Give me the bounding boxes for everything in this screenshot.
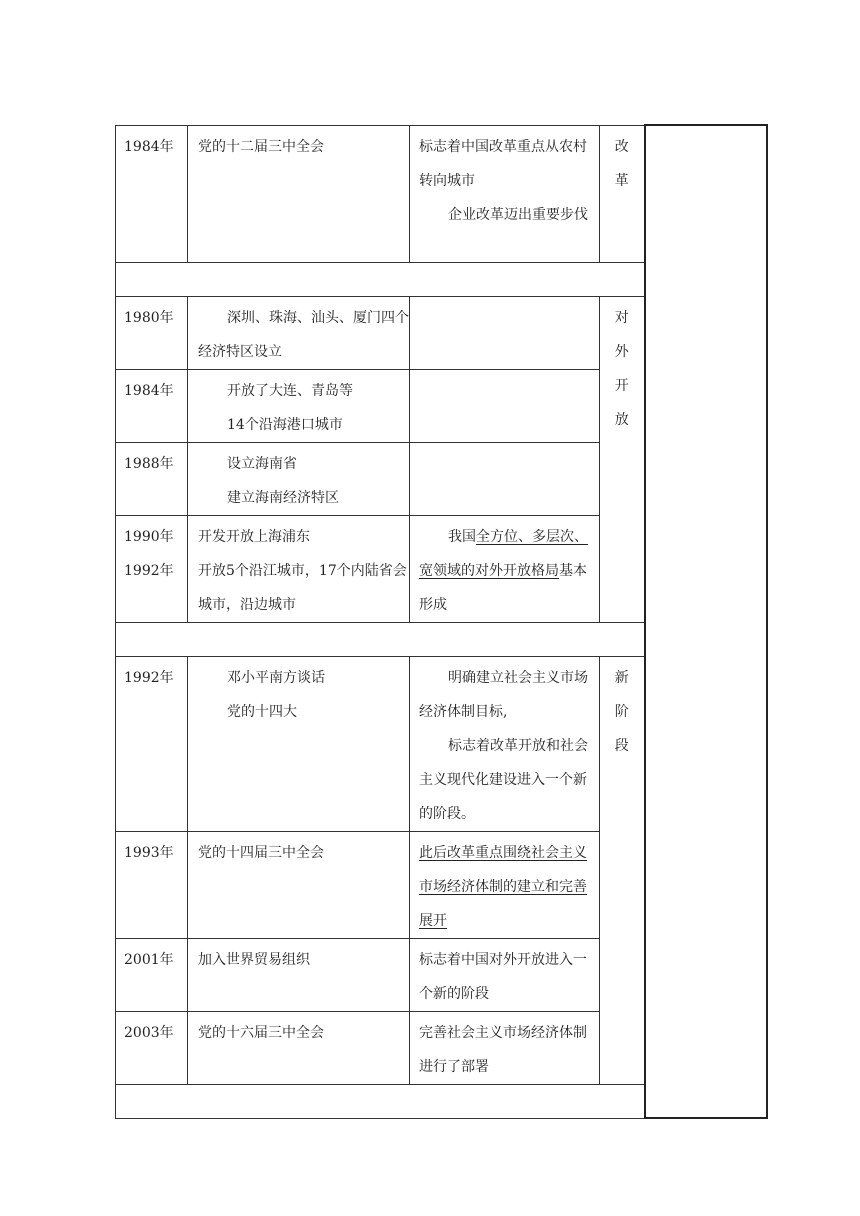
significance-cell <box>410 369 600 442</box>
significance-text: 企业改革迈出重要步伐 <box>448 206 588 223</box>
year-text: 1992年 <box>124 562 174 579</box>
significance-cell <box>410 296 600 369</box>
event-text: 加入世界贸易组织 <box>198 951 310 968</box>
tag-char: 外 <box>614 343 629 360</box>
significance-underlined: 全方位、多层次、宽领域的对外开放格局 <box>419 528 588 579</box>
event-text: 党的十六届三中全会 <box>198 1024 324 1041</box>
event-cell <box>188 296 410 369</box>
tag-char: 对 <box>614 309 629 326</box>
event-cell <box>188 938 410 1011</box>
significance-cell <box>410 515 600 622</box>
stage-tag-new-stage <box>600 656 645 1084</box>
tag-char: 阶 <box>614 703 629 720</box>
significance-suffix: 基本形成 <box>419 562 587 613</box>
timeline-table <box>115 124 768 1119</box>
significance-text: 标志着中国对外开放进入一个新的阶段 <box>419 951 587 1002</box>
year-cell <box>116 938 188 1011</box>
blank-separator <box>116 262 645 296</box>
event-cell <box>188 515 410 622</box>
event-cell <box>188 369 410 442</box>
year-cell <box>116 442 188 515</box>
event-text: 设立海南省 <box>227 455 297 472</box>
event-text: 党的十四届三中全会 <box>198 844 324 861</box>
year-cell <box>116 1011 188 1084</box>
tag-char: 放 <box>614 411 629 428</box>
tag-char: 段 <box>614 737 629 754</box>
significance-text: 标志着中国改革重点从农村转向城市 <box>419 138 587 189</box>
year-text: 2003年 <box>124 1024 174 1041</box>
year-cell <box>116 515 188 622</box>
significance-cell <box>410 442 600 515</box>
significance-text <box>419 520 593 622</box>
blank-separator <box>116 622 645 656</box>
year-text: 1984年 <box>124 138 174 155</box>
year-cell <box>116 831 188 938</box>
year-text: 2001年 <box>124 951 174 968</box>
event-cell <box>188 656 410 831</box>
event-text: 邓小平南方谈话 <box>227 669 325 686</box>
significance-text: 完善社会主义市场经济体制进行了部署 <box>419 1024 587 1075</box>
significance-cell <box>410 938 600 1011</box>
significance-prefix: 我国 <box>448 528 476 545</box>
significance-text: 此后改革重点围绕社会主义市场经济体制的建立和完善展开 <box>419 844 587 929</box>
event-cell <box>188 831 410 938</box>
tag-char: 改 <box>614 138 629 155</box>
event-text: 深圳、珠海、汕头、厦门四个经济特区设立 <box>198 309 409 360</box>
year-text: 1992年 <box>124 669 174 686</box>
year-cell <box>116 656 188 831</box>
year-cell <box>116 369 188 442</box>
event-cell <box>188 1011 410 1084</box>
stage-tag-opening <box>600 296 645 622</box>
event-text: 建立海南经济特区 <box>227 489 339 506</box>
table-row <box>116 125 767 262</box>
event-cell <box>188 125 410 262</box>
tag-char: 新 <box>614 669 629 686</box>
tag-char: 开 <box>614 377 629 394</box>
right-blank-column <box>645 125 767 1118</box>
event-text: 开发开放上海浦东 <box>198 528 310 545</box>
year-cell <box>116 125 188 262</box>
blank-separator <box>116 1084 645 1118</box>
year-text: 1990年 <box>124 528 174 545</box>
significance-cell <box>410 831 600 938</box>
year-text: 1988年 <box>124 455 174 472</box>
year-text: 1980年 <box>124 309 174 326</box>
significance-cell <box>410 656 600 831</box>
event-cell <box>188 442 410 515</box>
year-text: 1984年 <box>124 382 174 399</box>
significance-text: 明确建立社会主义市场经济体制目标, <box>419 669 588 720</box>
significance-cell <box>410 1011 600 1084</box>
event-text: 开放了大连、青岛等 <box>227 382 353 399</box>
stage-tag-reform <box>600 125 645 262</box>
significance-text: 标志着改革开放和社会主义现代化建设进入一个新的阶段。 <box>419 737 588 822</box>
significance-cell <box>410 125 600 262</box>
event-text: 党的十四大 <box>227 703 297 720</box>
year-text: 1993年 <box>124 844 174 861</box>
event-text: 党的十二届三中全会 <box>198 138 324 155</box>
event-text: 开放5个沿江城市，17个内陆省会城市，沿边城市 <box>198 562 407 613</box>
year-cell <box>116 296 188 369</box>
tag-char: 革 <box>614 172 629 189</box>
event-text: 14个沿海港口城市 <box>227 416 343 433</box>
